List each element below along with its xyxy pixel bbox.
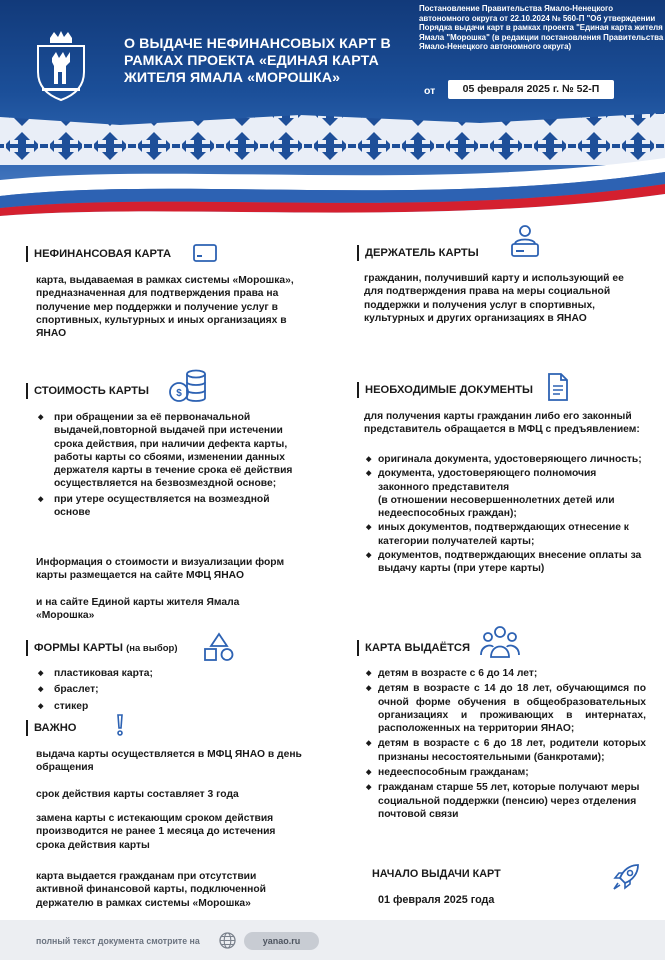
list-item: ◆ недееспособным гражданам;: [364, 766, 646, 779]
rocket-icon: [610, 861, 642, 893]
shapes-icon: [203, 632, 235, 662]
section-title-forms: ФОРМЫ КАРТЫ (на выбор): [26, 641, 178, 656]
footer-text: полный текст документа смотрите на: [36, 936, 200, 946]
decree-text: Постановление Правительства Ямало-Ненецкого автономного округа от 22.10.2024 № 560-П "Об утверждении Порядка выдачи карт в рамках проекта "Единая карта жителя Ямала "Морошка" (в редакции постановления Правительства Ямало-Ненецкого автономного округа): [419, 4, 664, 52]
list-item: ◆ документов, подтверждающих внесение оплаты за выдачу карты (при утере карты): [364, 549, 646, 576]
document-icon: [546, 372, 570, 402]
issued-list: [364, 667, 646, 821]
important-p4: карта выдается гражданам при отсутствии активной финансовой карты, подключенной держателю в рамках системы «Морошка»: [36, 871, 266, 909]
cost-info-2: и на сайте Единой карты жителя Ямала «Морошка»: [36, 597, 240, 622]
start-title: НАЧАЛО ВЫДАЧИ КАРТ: [372, 868, 501, 880]
section-title-docs: НЕОБХОДИМЫЕ ДОКУМЕНТЫ: [357, 383, 533, 397]
flag-stripes: [0, 150, 665, 230]
start-date: 01 февраля 2025 года: [378, 894, 495, 906]
docs-intro: для получения карты гражданин либо его законный представитель обращается в МФЦ с предъявлением:: [364, 411, 640, 436]
list-item: ◆ детям в возрасте с 14 до 18 лет, обучающимся по очной форме обучения в общеобразовательных организациях и проживающих в интернатах, расположенных на территории ЯНАО;: [364, 682, 646, 735]
section-title-holder: ДЕРЖАТЕЛЬ КАРТЫ: [357, 246, 479, 260]
yamal-emblem: [32, 28, 90, 102]
people-group-icon: [480, 625, 520, 661]
important-p1: выдача карты осуществляется в МФЦ ЯНАО в день обращения: [36, 749, 302, 774]
list-item: ◆ при обращении за её первоначальной выдачей,повторной выдачей при истечении срока действия, при наличии дефекта карты, работы карты со сбоями, изменении данных держателя карты в течение срока её действия осуществляется на безвозмездной основе;: [36, 411, 308, 491]
list-item: ◆ документа, удостоверяющего полномочия законного представителя (в отношении несовершеннолетних детей или недееспособных граждан);: [364, 467, 646, 520]
holder-text: гражданин, получивший карту и использующий ее для подтверждения права на меры социальной поддержки и получения услуг в спортивных, культурных и других организациях в ЯНАО: [364, 273, 624, 324]
list-item: ◆ оригинала документа, удостоверяющего личность;: [364, 453, 646, 466]
coins-icon: [168, 368, 208, 404]
header-banner: [0, 0, 665, 230]
person-card-icon: [509, 224, 541, 258]
section-title-important: ВАЖНО: [26, 721, 77, 735]
list-item: ◆ пластиковая карта;: [36, 667, 276, 680]
list-item: ◆ детям в возрасте с 6 до 18 лет, родители которых признаны несостоятельными (банкротами);: [364, 737, 646, 764]
list-item: ◆ стикер: [36, 700, 276, 713]
card-icon: [192, 240, 218, 266]
section-title-nonfin: НЕФИНАНСОВАЯ КАРТА: [26, 247, 171, 261]
section-title-cost: СТОИМОСТЬ КАРТЫ: [26, 384, 149, 398]
site-link[interactable]: yanao.ru: [244, 932, 319, 950]
globe-icon: [219, 932, 236, 949]
section-title-issued: КАРТА ВЫДАЁТСЯ: [357, 641, 470, 655]
list-item: ◆ браслет;: [36, 683, 276, 696]
main-title: О ВЫДАЧЕ НЕФИНАНСОВЫХ КАРТ В РАМКАХ ПРОЕКТА «ЕДИНАЯ КАРТА ЖИТЕЛЯ ЯМАЛА «МОРОШКА»: [124, 36, 391, 86]
important-p3: замена карты с истекающим сроком действия производится не ранее 1 месяца до истечения срока действия карты: [36, 813, 276, 851]
list-item: ◆ детям в возрасте с 6 до 14 лет;: [364, 667, 646, 680]
amend-date-badge: 05 февраля 2025 г. № 52-П: [448, 80, 614, 99]
nonfin-text: карта, выдаваемая в рамках системы «Морошка», предназначенная для подтверждения права на получение мер поддержки и получение услуг в спортивных, культурных и иных организациях в ЯНАО: [36, 275, 294, 340]
docs-list: [364, 453, 646, 576]
list-item: ◆ иных документов, подтверждающих отнесение к категории получателей карты;: [364, 521, 646, 548]
decree-from-label: от: [424, 85, 436, 97]
list-item: ◆ при утере осуществляется на возмездной основе: [36, 493, 308, 520]
exclamation-icon: [114, 713, 126, 737]
cost-info: Информация о стоимости и визуализации форм карты размещается на сайте МФЦ ЯНАО: [36, 557, 285, 582]
important-p2: срок действия карты составляет 3 года: [36, 789, 239, 800]
svg-text:$: $: [176, 388, 182, 399]
forms-list: [36, 667, 276, 713]
list-item: ◆ гражданам старше 55 лет, которые получают меры социальной поддержки (пенсию) через отделения почтовой связи: [364, 781, 646, 821]
cost-list: [36, 411, 308, 519]
